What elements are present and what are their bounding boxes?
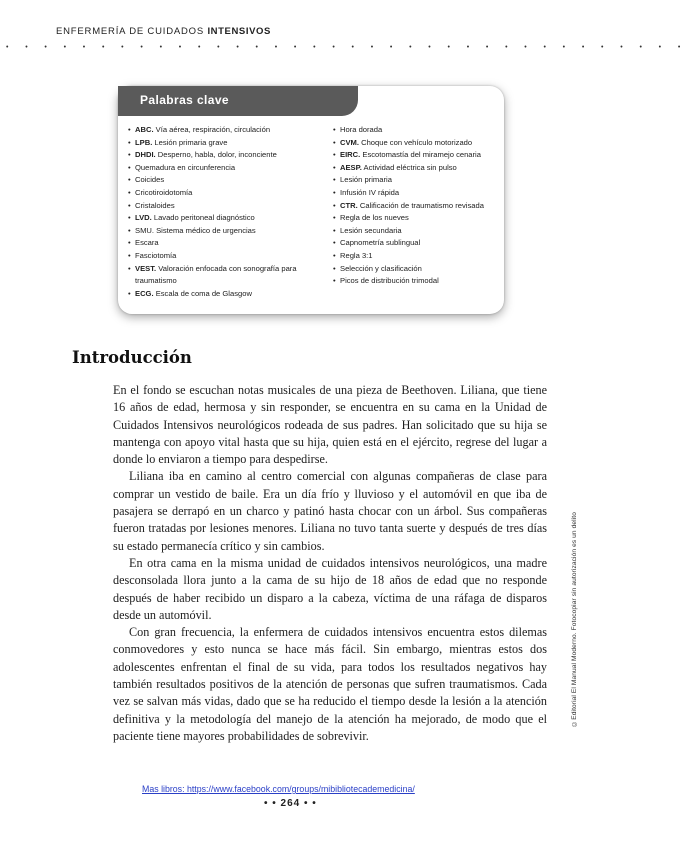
keyword-term: EIRC. [340, 150, 361, 160]
keyword-item [128, 250, 328, 263]
keyword-item [128, 225, 328, 238]
keyword-item [333, 212, 498, 225]
keyword-item [128, 288, 328, 301]
keyword-text: Cricotiroidotomía [135, 187, 193, 197]
keyword-item [128, 263, 328, 288]
keyword-text: Calificación de traumatismo revisada [357, 200, 484, 210]
keyword-text: Cristaloides [135, 200, 175, 210]
keyword-item [333, 162, 498, 175]
keyword-text: Escotomastía del miramejo cenaria [360, 150, 481, 160]
keyword-text: Selección y clasificación [340, 263, 422, 273]
keyword-item [333, 263, 498, 276]
keyword-item [333, 200, 498, 213]
keywords-header [118, 86, 358, 116]
keyword-item [128, 162, 328, 175]
page-number: • • 264 • • [264, 798, 317, 809]
keyword-term: CTR. [340, 200, 358, 210]
footer-link[interactable]: Mas libros: https://www.facebook.com/groups/mibibliotecademedicina/ [142, 784, 415, 794]
keyword-item [333, 225, 498, 238]
keyword-text: Regla de los nueves [340, 213, 409, 223]
keyword-text: Choque con vehículo motorizado [358, 137, 473, 147]
keyword-item [128, 124, 328, 137]
keyword-text: Lesión primaria [340, 175, 392, 185]
keyword-text: Hora dorada [340, 125, 383, 134]
keyword-item [333, 174, 498, 187]
keyword-term: ECG. [135, 288, 154, 298]
keyword-text: Escala de coma de Glasgow [153, 288, 252, 298]
paragraph: En otra cama en la misma unidad de cuidados intensivos neurológicos, una madre desconsolada llora junto a la cama de su hijo de 18 años de edad que no responde después de haber recibido un disparo a la cabeza, víctima de una ráfaga de disparos desde un automóvil. [113, 555, 547, 622]
keyword-text: Regla 3:1 [340, 250, 373, 260]
keyword-term: CVM. [340, 137, 359, 147]
keyword-item [128, 237, 328, 250]
body-text [113, 382, 547, 745]
keyword-text: Actividad eléctrica sin pulso [361, 162, 457, 172]
keyword-item [128, 137, 328, 150]
keywords-title: Palabras clave [140, 93, 229, 107]
keyword-text: Escara [135, 238, 159, 248]
keyword-text: Quemadura en circunferencia [135, 162, 236, 172]
keyword-text: Vía aérea, respiración, circulación [153, 125, 271, 134]
running-head [56, 26, 271, 37]
keyword-text: Picos de distribución trimodal [340, 276, 439, 286]
keyword-text: Desperno, habla, dolor, inconciente [155, 150, 277, 160]
keyword-text: Capnometría sublingual [340, 238, 421, 248]
keyword-text: Coicides [135, 175, 165, 185]
section-title: Introducción [72, 348, 192, 367]
keywords-box [118, 86, 504, 314]
keyword-item [128, 149, 328, 162]
copyright-side-note: ©Editorial El Manual Moderno. Fotocopiar sin autorización es un delito [571, 512, 578, 727]
keyword-item [333, 187, 498, 200]
running-head-prefix: ENFERMERÍA DE CUIDADOS [56, 26, 204, 37]
keyword-item [333, 250, 498, 263]
keyword-term: AESP. [340, 162, 362, 172]
keyword-term: DHDI. [135, 150, 156, 160]
keyword-item [128, 174, 328, 187]
keyword-item [333, 124, 498, 137]
keyword-text: SMU. Sistema médico de urgencias [135, 225, 256, 235]
keyword-item [333, 237, 498, 250]
paragraph: Con gran frecuencia, la enfermera de cuidados intensivos encuentra estos dilemas conmovedores y esto nunca se hace más fácil. Sin embargo, mientras estos dos adolescentes enfrentan el final de su vida, para todos los resultados negativos hay también resultados positivos de la atención de personas que sufren traumatismos. Cada vez se salvan más vidas, dado que se ha reducido el tiempo desde la lesión a la atención definitiva y la metodología del manejo de la atención ha mejorado, de modo que el paciente tiene mayores probabilidades de sobrevivir. [113, 625, 547, 743]
keyword-item [128, 200, 328, 213]
keyword-item [333, 275, 498, 288]
keywords-right-column [333, 124, 498, 288]
running-head-bold: INTENSIVOS [207, 26, 271, 37]
keyword-item [333, 149, 498, 162]
keyword-term: VEST. [135, 263, 157, 273]
paragraph: Liliana iba en camino al centro comercial con algunas compañeras de clase para comprar un vestido de baile. Era un día frío y lluvioso y el automóvil en que iba de pasajera se derrapó en un charco y patinó hasta chocar con un árbol. Sus compañeras fueron tratadas por lesiones menores. Liliana no tuvo tanta suerte y después de tres días su estado permanecía crítico y sin cambios. [113, 469, 547, 553]
keyword-item [333, 137, 498, 150]
keyword-text: Fasciotomía [135, 250, 177, 260]
keyword-text: Lavado peritoneal diagnóstico [151, 213, 255, 223]
keyword-text: Lesión primaria grave [152, 137, 228, 147]
keyword-item [128, 187, 328, 200]
keyword-text: Lesión secundaria [340, 225, 402, 235]
keyword-term: LVD. [135, 213, 152, 223]
keyword-term: ABC. [135, 125, 154, 134]
paragraph: En el fondo se escuchan notas musicales de una pieza de Beethoven. Liliana, que tiene 16 años de edad, hermosa y sin responder, se encuentra en su cama en la Unidad de Cuidados Intensivos neurológicos rodeada de sus padres. Han solicitado que su hija se mantenga con apoyo vital hasta que su hija, quien está en el ejército, regrese del lugar a donde lo enviaron a tiempo para despedirse. [113, 383, 547, 467]
keywords-left-column [128, 124, 328, 300]
keyword-text: Infusión IV rápida [340, 187, 400, 197]
decorative-dot-rule: • • • • • • • • • • • • • • • • • • • • • • • • • • • • • • • • • • • • [6, 44, 688, 51]
keyword-item [128, 212, 328, 225]
keyword-text: Valoración enfocada con sonografía para traumatismo [135, 263, 297, 286]
keyword-term: LPB. [135, 137, 153, 147]
